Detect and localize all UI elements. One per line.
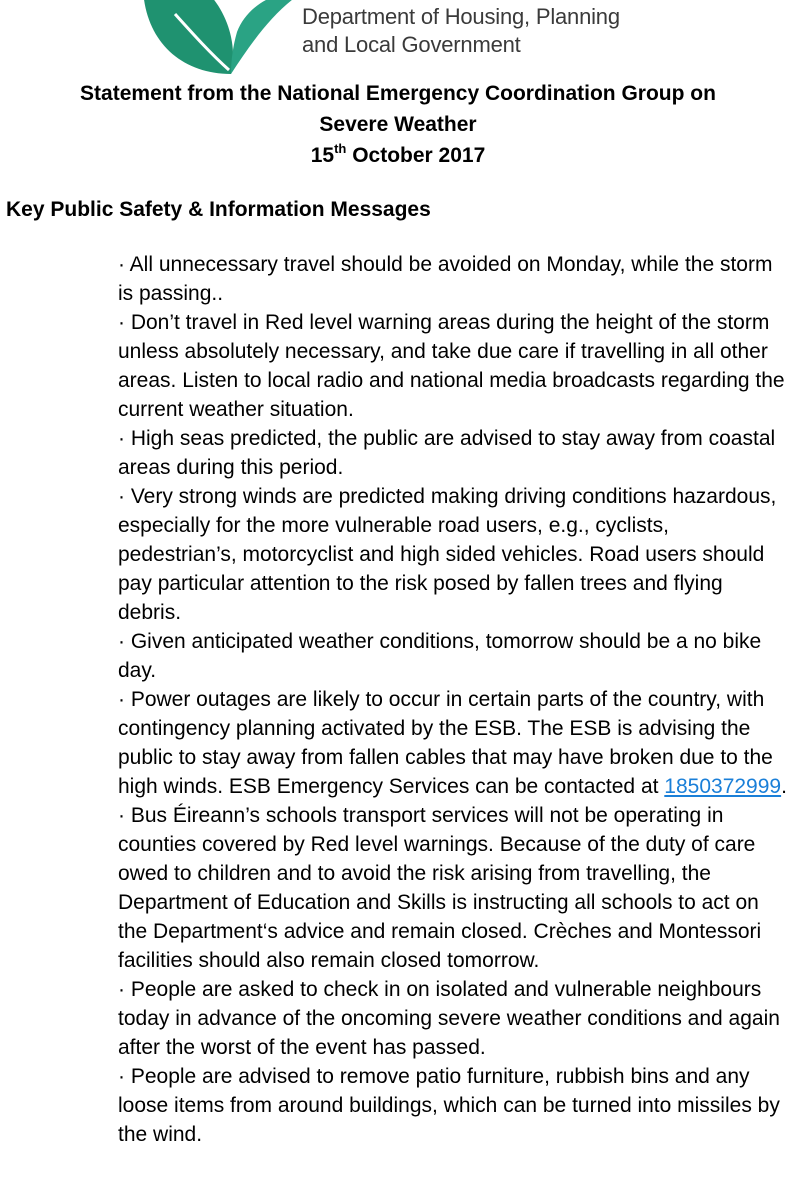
- date-day: 15: [310, 144, 335, 167]
- messages-list: [118, 250, 790, 1149]
- date-rest: October 2017: [346, 144, 486, 167]
- message-item-esb: [118, 685, 790, 801]
- department-name-line-2: and Local Government: [302, 32, 521, 57]
- esb-message-end: .: [781, 775, 787, 798]
- statement-title: [0, 78, 796, 171]
- message-item: · People are asked to check in on isolated and vulnerable neighbours today in advance of the oncoming severe weather conditions and again after the worst of the event has passed.: [118, 978, 780, 1059]
- message-item: · Very strong winds are predicted making driving conditions hazardous, especially for the more vulnerable road users, e.g., cyclists, pedestrian’s, motorcyclist and high sided vehicles. Road users should pay particular attention to the risk posed by fallen trees and flying debris.: [118, 485, 777, 624]
- esb-message-text: · Power outages are likely to occur in certain parts of the country, with contingency planning activated by the ESB. The ESB is advising the public to stay away from fallen cables that may have broken due to the high winds. ESB Emergency Services can be contacted at: [118, 688, 773, 798]
- statement-title-line-2: Severe Weather: [319, 113, 477, 136]
- letterhead: [0, 0, 796, 78]
- message-item: · Bus Éireann’s schools transport services will not be operating in counties covered by Red level warnings. Because of the duty of care owed to children and to avoid the risk arising from travelling, the Department of Education and Skills is instructing all schools to act on the Department‘s advice and remain closed. Crèches and Montessori facilities should also remain closed tomorrow.: [118, 804, 762, 972]
- department-logo-icon: [135, 0, 305, 78]
- message-item: · Don’t travel in Red level warning areas during the height of the storm unless absolutely necessary, and take due care if travelling in all other areas. Listen to local radio and national media broadcasts regarding the current weather situation.: [118, 311, 785, 421]
- message-item: · Given anticipated weather conditions, tomorrow should be a no bike day.: [118, 630, 762, 682]
- message-item: · People are advised to remove patio furniture, rubbish bins and any loose items from around buildings, which can be turned into missiles by the wind.: [118, 1065, 780, 1146]
- department-name: [302, 3, 620, 59]
- department-name-line-1: Department of Housing, Planning: [302, 4, 620, 29]
- date-suffix: th: [334, 141, 347, 156]
- esb-phone-link[interactable]: 1850372999: [664, 775, 782, 798]
- message-item: · High seas predicted, the public are advised to stay away from coastal areas during this period.: [118, 427, 776, 479]
- statement-date: [0, 140, 796, 171]
- message-item: · All unnecessary travel should be avoided on Monday, while the storm is passing..: [118, 253, 773, 305]
- section-heading: Key Public Safety & Information Messages: [6, 198, 431, 221]
- statement-title-line-1: Statement from the National Emergency Coordination Group on: [80, 82, 716, 105]
